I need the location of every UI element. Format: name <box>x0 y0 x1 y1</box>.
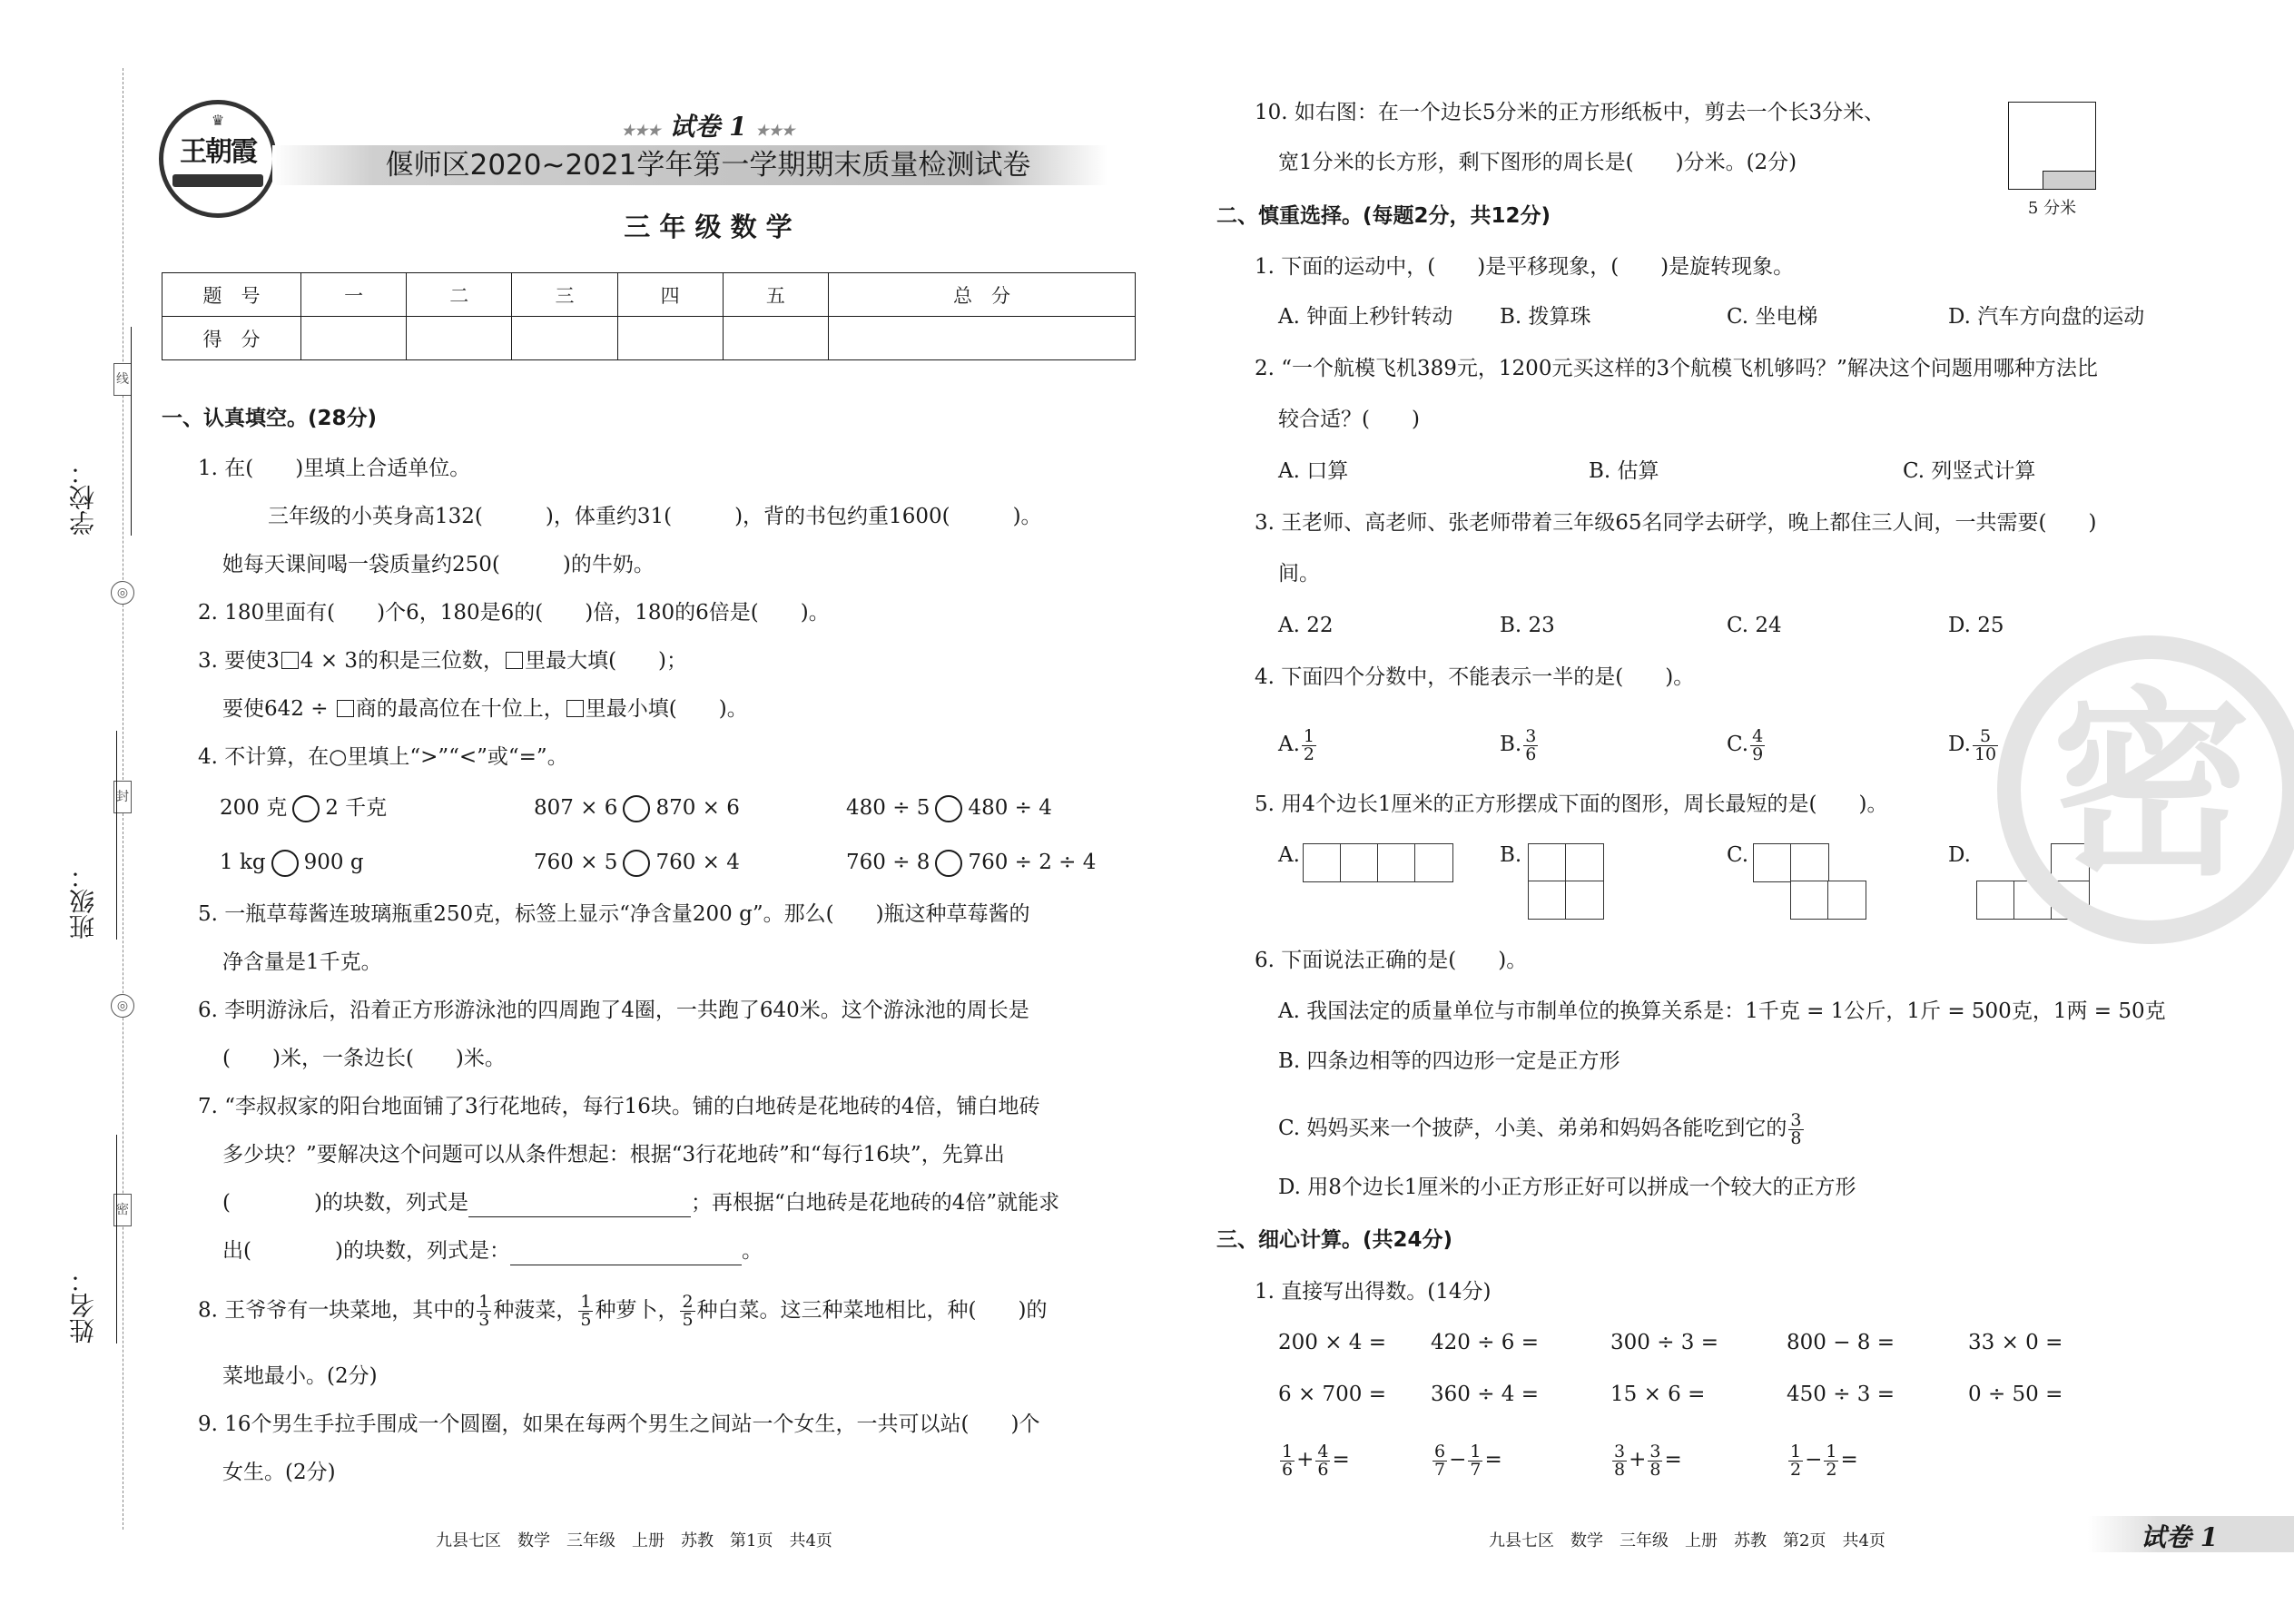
name-label: 姓名： <box>68 1267 98 1343</box>
choice-option[interactable]: B. 估算 <box>1589 459 1659 483</box>
choice-option[interactable]: C. 列竖式计算 <box>1903 459 2036 483</box>
crown-icon: ♛ <box>211 112 225 129</box>
question-6-line-2: ( )米，一条边长( )米。 <box>222 1047 506 1070</box>
choice-option[interactable]: A. 口算 <box>1278 459 1349 483</box>
choice-option[interactable]: D. 25 <box>1948 614 2004 637</box>
q10-figure-label: 5 分米 <box>2027 199 2077 218</box>
score-head-cell: 五 <box>723 273 828 317</box>
compare-circle[interactable] <box>623 850 650 877</box>
footer-left: 九县七区 数学 三年级 上册 苏教 第1页 共4页 <box>436 1531 832 1550</box>
question-3-line-1: 3. 要使3 4 × 3的积是三位数， 里最大填( )； <box>198 649 688 673</box>
compare-circle[interactable] <box>935 850 962 877</box>
school-field[interactable] <box>65 263 132 536</box>
question-7-line-2: 多少块？”要解决这个问题可以从条件想起：根据“3行花地砖”和“每行16块”，先算出 <box>222 1143 1005 1166</box>
calc-item[interactable]: 6 × 700 = <box>1278 1383 1387 1406</box>
shape-option-label[interactable]: B. <box>1500 843 1522 867</box>
calc-item[interactable]: 420 ÷ 6 = <box>1431 1331 1540 1354</box>
choice-option[interactable]: D. 用8个边长1厘米的小正方形正好可以拼成一个较大的正方形 <box>1278 1176 1856 1199</box>
calc-item[interactable]: 0 ÷ 50 = <box>1968 1383 2063 1406</box>
score-input-cell[interactable] <box>407 317 512 360</box>
score-head-cell: 二 <box>407 273 512 317</box>
shape-option-label[interactable]: D. <box>1948 843 1971 867</box>
fraction: $\frac{2}{5}$ <box>682 1292 694 1330</box>
footer-right: 九县七区 数学 三年级 上册 苏教 第2页 共4页 <box>1489 1531 1885 1550</box>
compare-circle[interactable] <box>271 850 299 877</box>
question-3-line-2: 要使642 ÷ 商的最高位在十位上， 里最小填( )。 <box>222 697 748 721</box>
score-input-cell[interactable] <box>828 317 1135 360</box>
choice-option[interactable]: A. $\frac{1}{2}$ <box>1278 725 1315 764</box>
question-6-line-1: 6. 李明游泳后，沿着正方形游泳池的四周跑了4圈，一共跑了640米。这个游泳池的周长是 <box>198 999 1029 1022</box>
choice-option[interactable]: B. 四条边相等的四边形一定是正方形 <box>1278 1049 1620 1073</box>
compare-item: 1 kg 900 g <box>220 848 364 877</box>
cut-rectangle <box>2043 171 2095 189</box>
choice-option[interactable]: B. $\frac{3}{6}$ <box>1500 725 1537 764</box>
question-7-line-3: ( )的块数，列式是 ；再根据“白地砖是花地砖的4倍”就能求 <box>222 1188 1059 1217</box>
score-head-cell: 总 分 <box>828 273 1135 317</box>
compare-item: 807 × 6 870 × 6 <box>534 793 740 822</box>
shape-b-figure <box>1529 844 1603 919</box>
choice-option[interactable]: A. 钟面上秒针转动 <box>1278 305 1453 329</box>
watermark-seal: 密 <box>1997 635 2294 944</box>
compare-item: 200 克 2 千克 <box>220 793 387 822</box>
name-field[interactable] <box>65 1071 132 1343</box>
question-10-line-1: 10. 如右图：在一个边长5分米的正方形纸板中，剪去一个长3分米、 <box>1255 101 1885 124</box>
footer-badge-text: 试卷 1 <box>2141 1522 2219 1552</box>
logo-text: 王朝霞 <box>180 136 256 168</box>
question-7-line-4: 出( )的块数，列式是： 。 <box>222 1236 763 1265</box>
calc-item[interactable]: 200 × 4 = <box>1278 1331 1387 1354</box>
score-label-cell: 得 分 <box>162 317 301 360</box>
answer-blank[interactable] <box>468 1194 691 1217</box>
cut-mark-line: 线 <box>113 363 132 396</box>
question-2: 2. 180里面有( )个6，180是6的( )倍，180的6倍是( )。 <box>198 601 830 625</box>
score-table-head-row <box>162 273 1136 317</box>
score-head-cell: 三 <box>512 273 617 317</box>
score-head-cell: 题 号 <box>162 273 301 317</box>
calc-fraction-item[interactable]: $\frac{1}{6}$ + $\frac{4}{6}$ = <box>1282 1441 1350 1480</box>
choice-option[interactable]: C. 24 <box>1727 614 1782 637</box>
class-label: 班级： <box>68 863 98 940</box>
question-1-line-2: 三年级的小英身高132( )，体重约31( )，背的书包约重1600( )。 <box>268 505 1042 528</box>
calc-1: 1. 直接写出得数。(14分) <box>1255 1280 1492 1304</box>
q10-square-figure <box>2008 102 2096 190</box>
choice-2-line-1: 2. “一个航模飞机389元，1200元买这样的3个航模飞机够吗？”解决这个问题用哪种方法比 <box>1255 357 2098 380</box>
compare-circle[interactable] <box>935 795 962 822</box>
calc-item[interactable]: 450 ÷ 3 = <box>1787 1383 1895 1406</box>
choice-3-line-1: 3. 王老师、高老师、张老师带着三年级65名同学去研学，晚上都住三人间，一共需要( ) <box>1255 511 2097 535</box>
compare-item: 760 × 5 760 × 4 <box>534 848 740 877</box>
fraction: $\frac{3}{8}$ <box>1790 1109 1802 1148</box>
question-8-line-2: 菜地最小。(2分) <box>222 1364 378 1388</box>
cut-mark-seal: 封 <box>113 781 132 813</box>
series-label: ★★★ 试卷 1 ★★★ <box>621 112 795 142</box>
question-4: 4. 不计算，在○里填上“>”“<”或“=”。 <box>198 745 568 769</box>
score-input-cell[interactable] <box>723 317 828 360</box>
score-head-cell: 四 <box>617 273 723 317</box>
calc-item[interactable]: 300 ÷ 3 = <box>1610 1331 1719 1354</box>
score-table-score-row <box>162 317 1136 360</box>
question-1: 1. 在( )里填上合适单位。 <box>198 457 471 480</box>
box-icon <box>337 700 354 717</box>
question-8-line-1: 8. 王爷爷有一块菜地，其中的 $\frac{1}{3}$ 种菠菜， $\frac{1}{5}$ 种萝卜， $\frac{2}{5}$ 种白菜。这三种菜地相比，种( )的 <box>198 1292 1048 1330</box>
calc-fraction-item[interactable]: $\frac{6}{7}$ − $\frac{1}{7}$ = <box>1434 1441 1502 1480</box>
calc-fraction-item[interactable]: $\frac{3}{8}$ + $\frac{3}{8}$ = <box>1614 1441 1682 1480</box>
shape-option-label[interactable]: C. <box>1727 843 1749 867</box>
choice-option[interactable]: A. 22 <box>1278 614 1334 637</box>
compare-circle[interactable] <box>623 795 650 822</box>
choice-option[interactable]: C. 妈妈买来一个披萨，小美、弟弟和妈妈各能吃到它的 $\frac{3}{8}$ <box>1278 1109 1802 1148</box>
section-3-title: 三、细心计算。(共24分) <box>1216 1228 1453 1252</box>
calc-item[interactable]: 33 × 0 = <box>1968 1331 2063 1354</box>
shape-a-figure <box>1304 844 1452 881</box>
exam-title: 偃师区2020~2021学年第一学期期末质量检测试卷 <box>385 149 1031 182</box>
rosette-mark: ◎ <box>111 994 134 1018</box>
score-table <box>162 272 1136 360</box>
logo-badge <box>159 100 277 218</box>
fraction: $\frac{1}{5}$ <box>580 1292 592 1330</box>
box-icon <box>281 652 299 669</box>
calc-item[interactable]: 360 ÷ 4 = <box>1431 1383 1540 1406</box>
class-field[interactable] <box>65 667 132 940</box>
shape-option-label[interactable]: A. <box>1278 843 1300 867</box>
cut-mark-secret: 密 <box>113 1194 132 1226</box>
footer-badge <box>2088 1516 2294 1552</box>
score-input-cell[interactable] <box>512 317 617 360</box>
box-icon <box>506 652 523 669</box>
choice-option[interactable]: A. 我国法定的质量单位与市制单位的换算关系是：1千克 = 1公斤，1斤 = 500克，1两 = 50克 <box>1278 999 2166 1023</box>
score-head-cell: 一 <box>301 273 407 317</box>
choice-2-line-2: 较合适？( ) <box>1278 408 1420 431</box>
box-icon <box>566 700 584 717</box>
question-1-line-3: 她每天课间喝一袋质量约250( )的牛奶。 <box>222 553 655 576</box>
question-9-line-1: 9. 16个男生手拉手围成一个圆圈，如果在每两个男生之间站一个女生，一共可以站( )个 <box>198 1412 1040 1436</box>
choice-5: 5. 用4个边长1厘米的正方形摆成下面的图形，周长最短的是( )。 <box>1255 792 1888 816</box>
calc-item[interactable]: 15 × 6 = <box>1610 1383 1706 1406</box>
choice-option[interactable]: D. 汽车方向盘的运动 <box>1948 305 2145 329</box>
choice-4: 4. 下面四个分数中，不能表示一半的是( )。 <box>1255 665 1695 689</box>
question-5-line-1: 5. 一瓶草莓酱连玻璃瓶重250克，标签上显示“净含量200 g”。那么( )瓶这种草莓酱的 <box>198 902 1030 926</box>
choice-option[interactable]: C. 坐电梯 <box>1727 305 1818 329</box>
section-2-title: 二、慎重选择。(每题2分，共12分) <box>1216 204 1551 228</box>
compare-item: 760 ÷ 8 760 ÷ 2 ÷ 4 <box>846 848 1096 877</box>
school-label: 学校： <box>68 459 98 536</box>
score-input-cell[interactable] <box>617 317 723 360</box>
choice-option[interactable]: B. 拨算珠 <box>1500 305 1591 329</box>
fraction: $\frac{1}{3}$ <box>478 1292 490 1330</box>
choice-3-line-2: 间。 <box>1278 562 1320 586</box>
compare-item: 480 ÷ 5 480 ÷ 4 <box>846 793 1052 822</box>
compare-circle[interactable] <box>292 795 320 822</box>
shape-c-figure <box>1754 844 1866 919</box>
question-5-line-2: 净含量是1千克。 <box>222 950 382 974</box>
score-input-cell[interactable] <box>301 317 407 360</box>
question-9-line-2: 女生。(2分) <box>222 1461 336 1484</box>
calc-item[interactable]: 800 − 8 = <box>1787 1331 1895 1354</box>
choice-option[interactable]: D. $\frac{5}{10}$ <box>1948 725 1997 764</box>
question-10-line-2: 宽1分米的长方形，剩下图形的周长是( )分米。(2分) <box>1278 151 1797 174</box>
question-7-line-1: 7. “李叔叔家的阳台地面铺了3行花地砖，每行16块。铺的白地砖是花地砖的4倍，铺白地砖 <box>198 1095 1040 1118</box>
choice-option[interactable]: C. $\frac{4}{9}$ <box>1727 725 1764 764</box>
exam-subject: 三 年 级 数 学 <box>624 212 793 242</box>
choice-6: 6. 下面说法正确的是( )。 <box>1255 949 1528 972</box>
section-1-title: 一、认真填空。(28分) <box>162 407 378 430</box>
calc-fraction-item[interactable]: $\frac{1}{2}$ − $\frac{1}{2}$ = <box>1790 1441 1858 1480</box>
choice-option[interactable]: B. 23 <box>1500 614 1555 637</box>
choice-1: 1. 下面的运动中，( )是平移现象，( )是旋转现象。 <box>1255 255 1795 279</box>
answer-blank[interactable] <box>510 1242 742 1265</box>
rosette-mark: ◎ <box>111 581 134 605</box>
